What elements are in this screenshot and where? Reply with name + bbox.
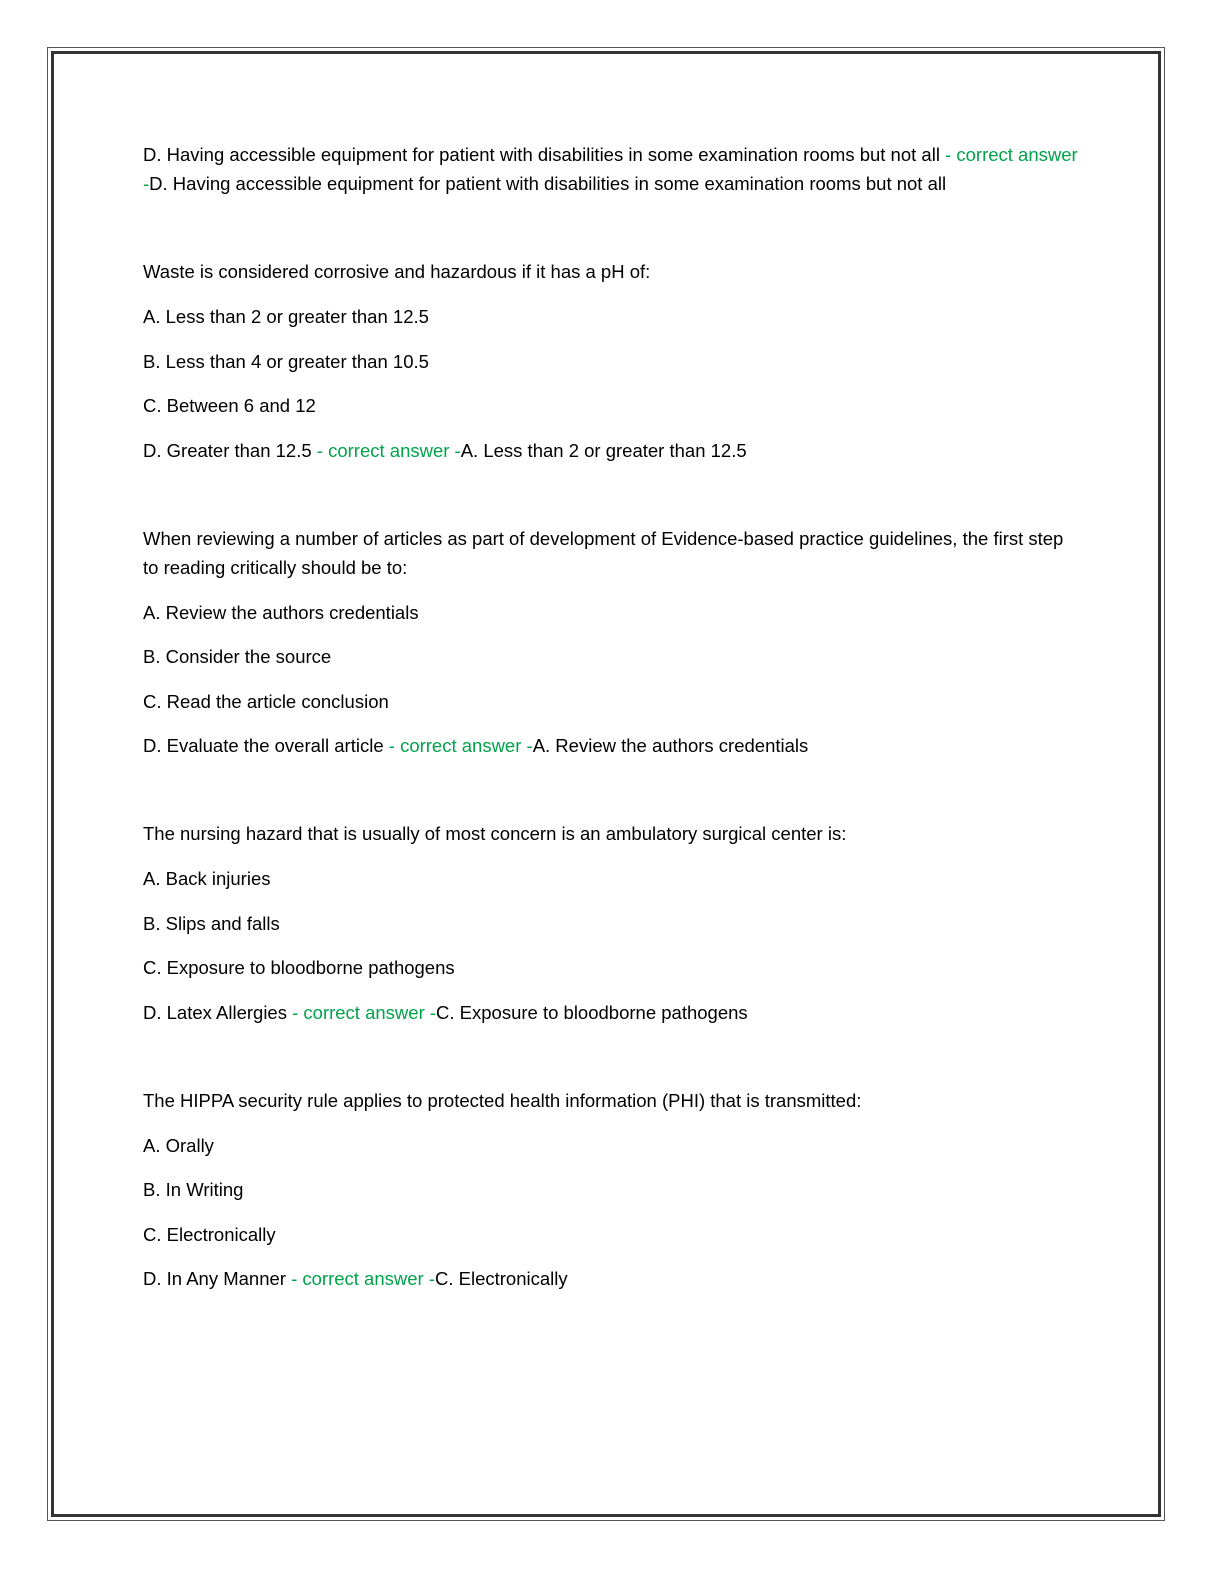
- correct-answer-text: A. Review the authors credentials: [532, 735, 809, 756]
- option-d-with-answer: [143, 1264, 1083, 1293]
- option-d-with-answer: [143, 436, 1083, 465]
- document-content: [143, 140, 1083, 1352]
- option-a: A. Back injuries: [143, 868, 271, 889]
- option-d-with-answer: [143, 998, 1083, 1027]
- question-text: Waste is considered corrosive and hazardous if it has a pH of:: [143, 261, 651, 282]
- correct-answer-marker: - correct answer -: [285, 1268, 435, 1289]
- option-d-with-answer: [143, 731, 1083, 760]
- option-c: C. Between 6 and 12: [143, 395, 316, 416]
- question-block-4: [143, 1086, 1083, 1294]
- intro-answer-line: [143, 140, 1083, 198]
- option-b: B. In Writing: [143, 1179, 244, 1200]
- correct-answer-marker: - correct answer -: [143, 144, 1078, 194]
- option-c: C. Electronically: [143, 1223, 276, 1245]
- option-c: C. Read the article conclusion: [143, 690, 389, 712]
- correct-answer-text: C. Exposure to bloodborne pathogens: [436, 1001, 748, 1023]
- option-a: A. Orally: [143, 1134, 214, 1156]
- intro-option-text: D. Having accessible equipment for patient with disabilities in some examination rooms but not all: [143, 144, 940, 165]
- correct-answer-marker: - correct answer -: [311, 439, 461, 461]
- question-block-3: [143, 819, 1083, 1027]
- option-d: D. Evaluate the overall article: [143, 735, 384, 756]
- question-text: The HIPPA security rule applies to protected health information (PHI) that is transmitted:: [143, 1089, 862, 1111]
- option-d: D. Greater than 12.5: [143, 439, 312, 461]
- option-d: D. Latex Allergies: [143, 1001, 287, 1023]
- correct-answer-text: C. Electronically: [435, 1268, 568, 1289]
- question-block-1: [143, 257, 1083, 465]
- question-block-2: [143, 524, 1083, 761]
- option-d: D. In Any Manner: [143, 1268, 286, 1289]
- option-b: B. Less than 4 or greater than 10.5: [143, 350, 429, 372]
- correct-answer-marker: - correct answer -: [286, 1001, 437, 1023]
- option-a: A. Less than 2 or greater than 12.5: [143, 306, 429, 327]
- question-text: When reviewing a number of articles as part of development of Evidence-based practice guidelines, the first step to reading critically should be to:: [143, 527, 1064, 578]
- correct-answer-text: A. Less than 2 or greater than 12.5: [460, 439, 747, 461]
- option-a: A. Review the authors credentials: [143, 601, 419, 623]
- correct-answer-text: D. Having accessible equipment for patient with disabilities in some examination rooms but not all: [149, 173, 947, 194]
- intro-answer-block: [143, 140, 1083, 198]
- correct-answer-marker: - correct answer -: [383, 735, 533, 756]
- option-b: B. Consider the source: [143, 646, 332, 667]
- option-b: B. Slips and falls: [143, 912, 280, 934]
- question-text: The nursing hazard that is usually of most concern is an ambulatory surgical center is:: [143, 823, 847, 844]
- option-c: C. Exposure to bloodborne pathogens: [143, 957, 455, 978]
